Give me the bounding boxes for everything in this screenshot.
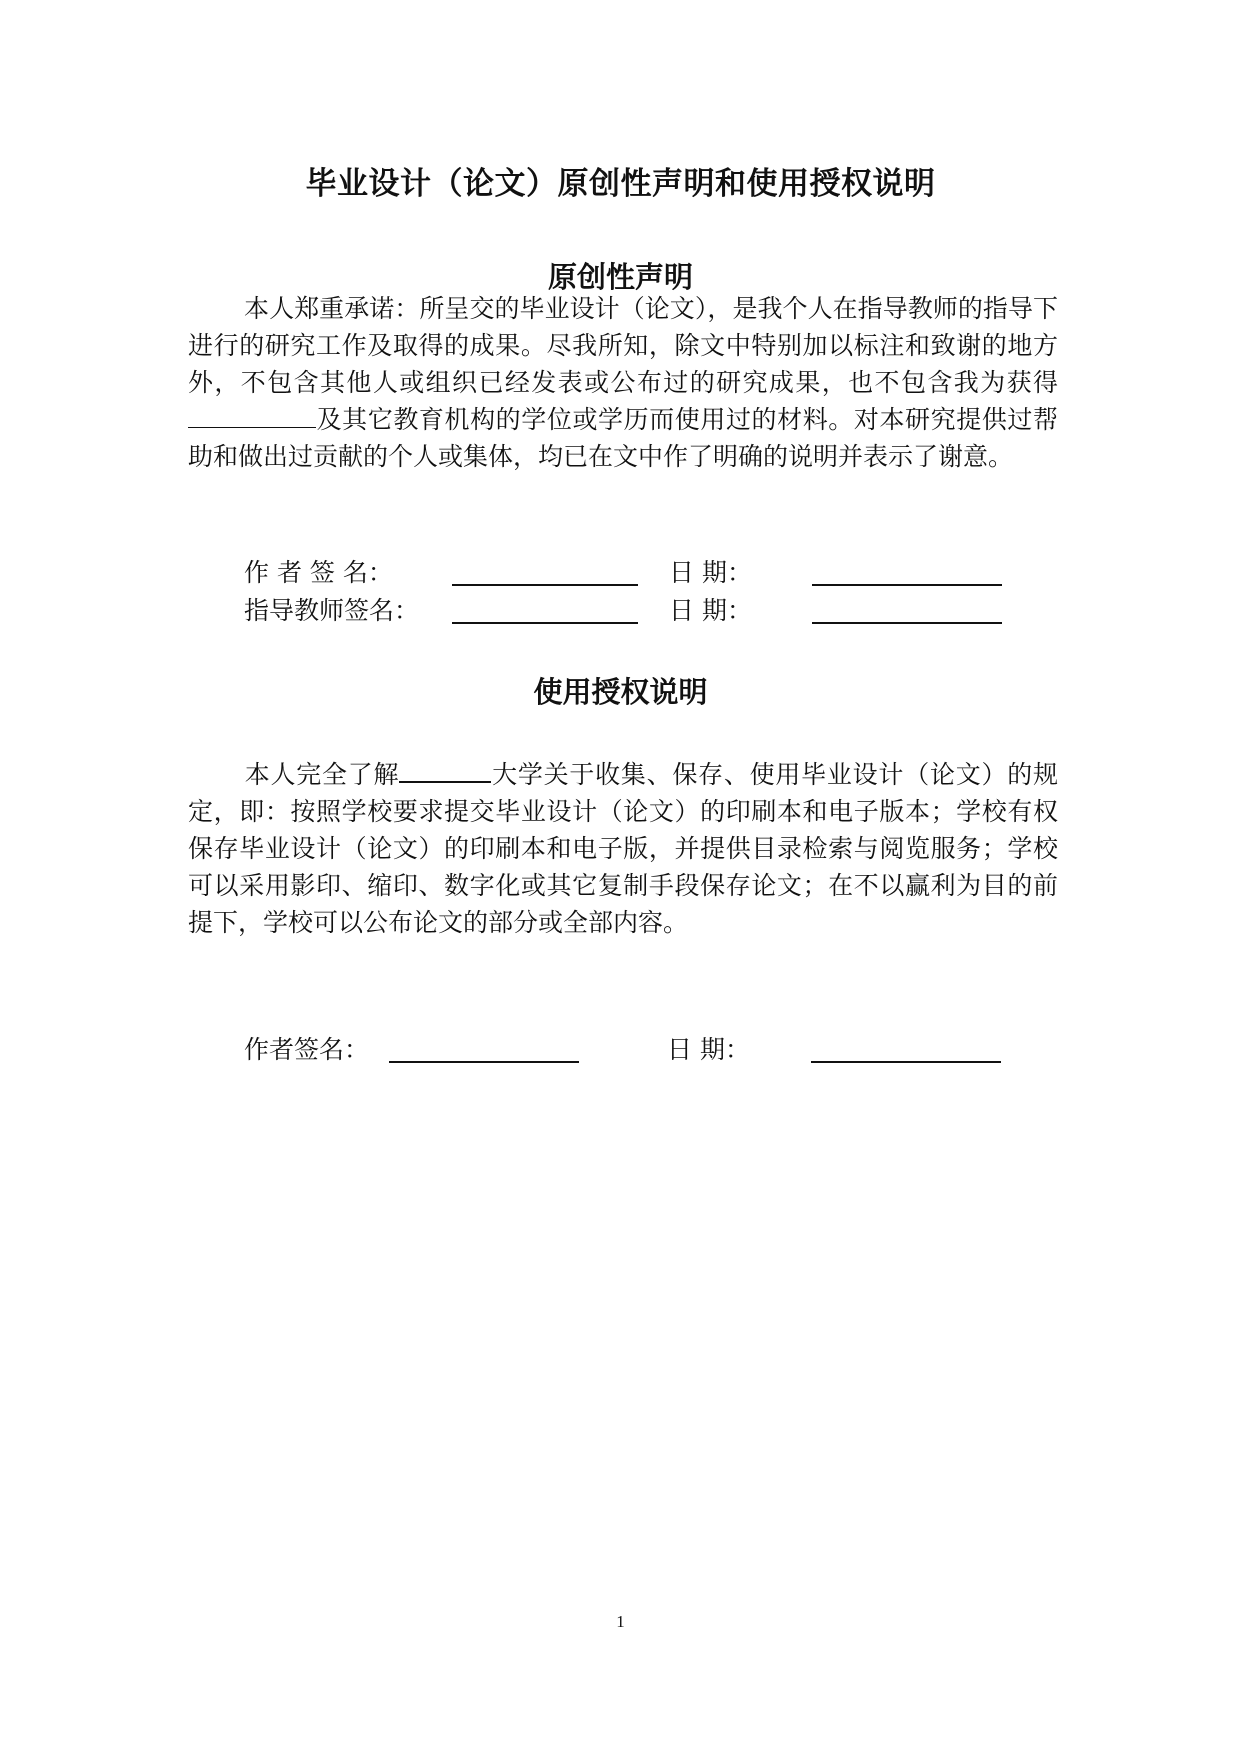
originality-text-part1: 本人郑重承诺：所呈交的毕业设计（论文），是我个人在指导教师的指导下进行的研究工作及取得的成果。尽我所知，除文中特别加以标注和致谢的地方外，不包含其他人或组织已经发表或公布过的研究成果，也不包含我为获得 [188, 294, 1058, 397]
university-blank [399, 757, 491, 783]
authorization-signature-row [244, 1033, 1024, 1067]
page-number: 1 [616, 1612, 625, 1631]
author-signature-row [244, 556, 1024, 590]
originality-heading: 原创性声明 [547, 260, 693, 294]
advisor-signature-row [244, 594, 1024, 628]
document-title: 毕业设计（论文）原创性声明和使用授权说明 [305, 166, 936, 202]
authorization-text-part2: 大学关于收集、保存、使用毕业设计（论文）的规定，即：按照学校要求提交毕业设计（论文）的印刷本和电子版本；学校有权保存毕业设计（论文）的印刷本和电子版，并提供目录检索与阅览服务；学校可以采用影印、缩印、数字化或其它复制手段保存论文；在不以赢利为目的前提下，学校可以公布论文的部分或全部内容。 [188, 760, 1058, 937]
advisor-date-label: 日 期： [669, 596, 752, 625]
advisor-date-line [812, 622, 1002, 624]
author-date-label: 日 期： [669, 558, 752, 587]
authorization-date-label: 日 期： [667, 1035, 750, 1064]
author-signature-line [452, 584, 638, 586]
originality-text-part2: 及其它教育机构的学位或学历而使用过的材料。对本研究提供过帮助和做出过贡献的个人或集体，均已在文中作了明确的说明并表示了谢意。 [188, 405, 1058, 471]
authorization-author-line [389, 1061, 579, 1063]
originality-paragraph [188, 290, 1058, 475]
author-signature-label: 作 者 签 名： [244, 558, 393, 587]
authorization-author-label: 作者签名： [244, 1035, 370, 1064]
author-date-line [812, 584, 1002, 586]
authorization-text-part1: 本人完全了解 [244, 760, 400, 789]
advisor-signature-label: 指导教师签名： [244, 596, 420, 625]
authorization-date-line [811, 1061, 1001, 1063]
degree-blank [188, 403, 316, 428]
authorization-heading: 使用授权说明 [533, 675, 708, 709]
authorization-paragraph [188, 756, 1058, 941]
advisor-signature-line [452, 622, 638, 624]
